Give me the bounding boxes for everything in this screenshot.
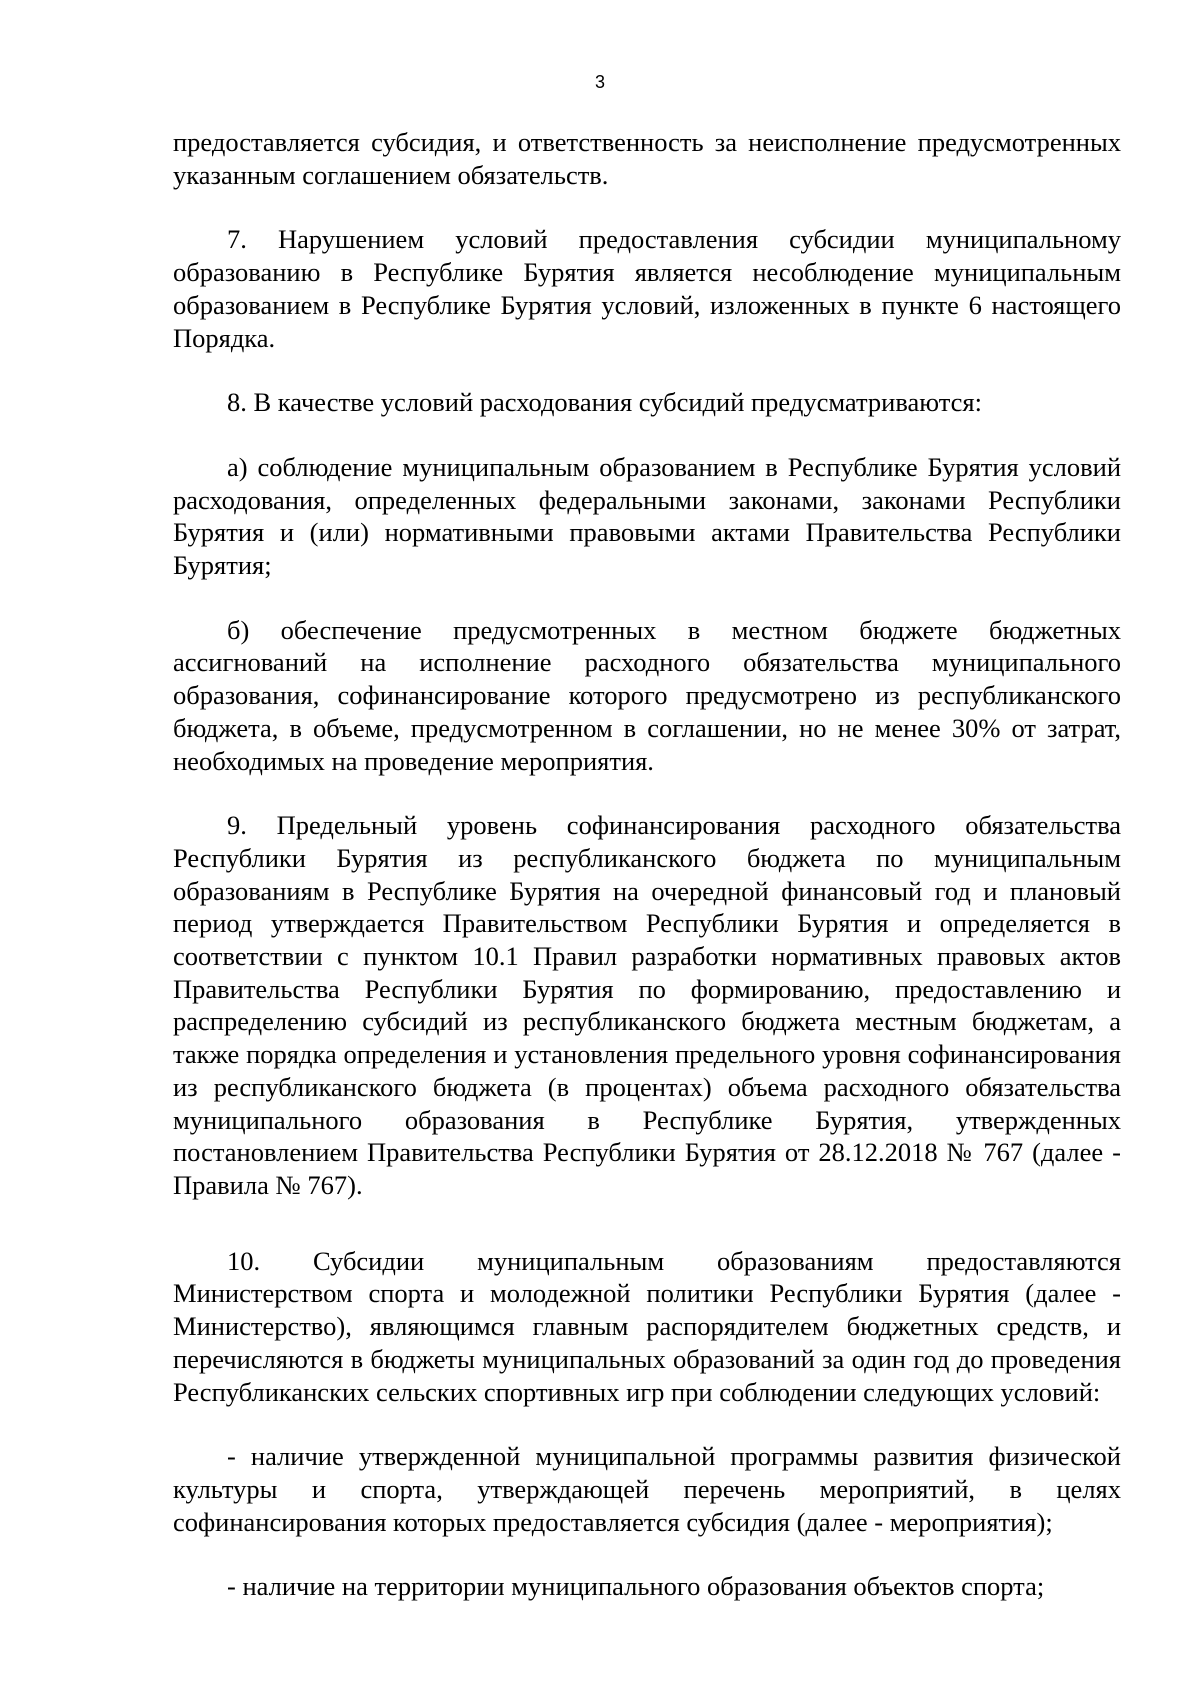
paragraph-item-8: 8. В качестве условий расходования субсидий предусматриваются: — [227, 387, 982, 418]
paragraph-subitem-a: а) соблюдение муниципальным образованием в Республике Бурятия условий расходования, определенных федеральными законами, законами Республики Бурятия и (или) нормативными правовыми актами Правительства Республики Бурятия; — [173, 451, 1121, 581]
paragraph-condition-program: - наличие утвержденной муниципальной программы развития физической культуры и спорта, утверждающей перечень мероприятий, в целях софинансирования которых предоставляется субсидия (далее - мероприятия); — [173, 1441, 1121, 1537]
paragraph-item-10: 10. Субсидии муниципальным образованиям предоставляются Министерством спорта и молодежной политики Республики Бурятия (далее - Министерство), являющимся главным распорядителем бюджетных средств, и перечисляются в бюджеты муниципальных образований за один год до проведения Республиканских сельских спортивных игр при соблюдении следующих условий: — [173, 1245, 1121, 1407]
document-body — [173, 126, 1121, 1603]
paragraph-item-9: 9. Предельный уровень софинансирования расходного обязательства Республики Бурятия из республиканского бюджета по муниципальным образованиям в Республике Бурятия на очередной финансовый год и плановый период утверждается Правительством Республики Бурятия и определяется в соответствии с пунктом 10.1 Правил разработки нормативных правовых актов Правительства Республики Бурятия по формированию, предоставлению и распределению субсидий из республиканского бюджета местным бюджетам, а также порядка определения и установления предельного уровня софинансирования из республиканского бюджета (в процентах) объема расходного обязательства муниципального образования в Республике Бурятия, утвержденных постановлением Правительства Республики Бурятия от 28.12.2018 № 767 (далее - Правила № 767). — [173, 810, 1121, 1200]
paragraph-continuation: предоставляется субсидия, и ответственность за неисполнение предусмотренных указанным соглашением обязательств. — [173, 127, 1121, 190]
paragraph-subitem-b: б) обеспечение предусмотренных в местном бюджете бюджетных ассигнований на исполнение расходного обязательства муниципального образования, софинансирование которого предусмотрено из республиканского бюджета, в объеме, предусмотренном в соглашении, но не менее 30% от затрат, необходимых на проведение мероприятия. — [173, 614, 1121, 776]
paragraph-item-7: 7. Нарушением условий предоставления субсидии муниципальному образованию в Республике Бурятия является несоблюдение муниципальным образованием в Республике Бурятия условий, изложенных в пункте 6 настоящего Порядка. — [173, 224, 1121, 353]
paragraph-condition-sport-facilities: - наличие на территории муниципального образования объектов спорта; — [227, 1571, 1045, 1602]
page-number: 3 — [594, 72, 605, 92]
